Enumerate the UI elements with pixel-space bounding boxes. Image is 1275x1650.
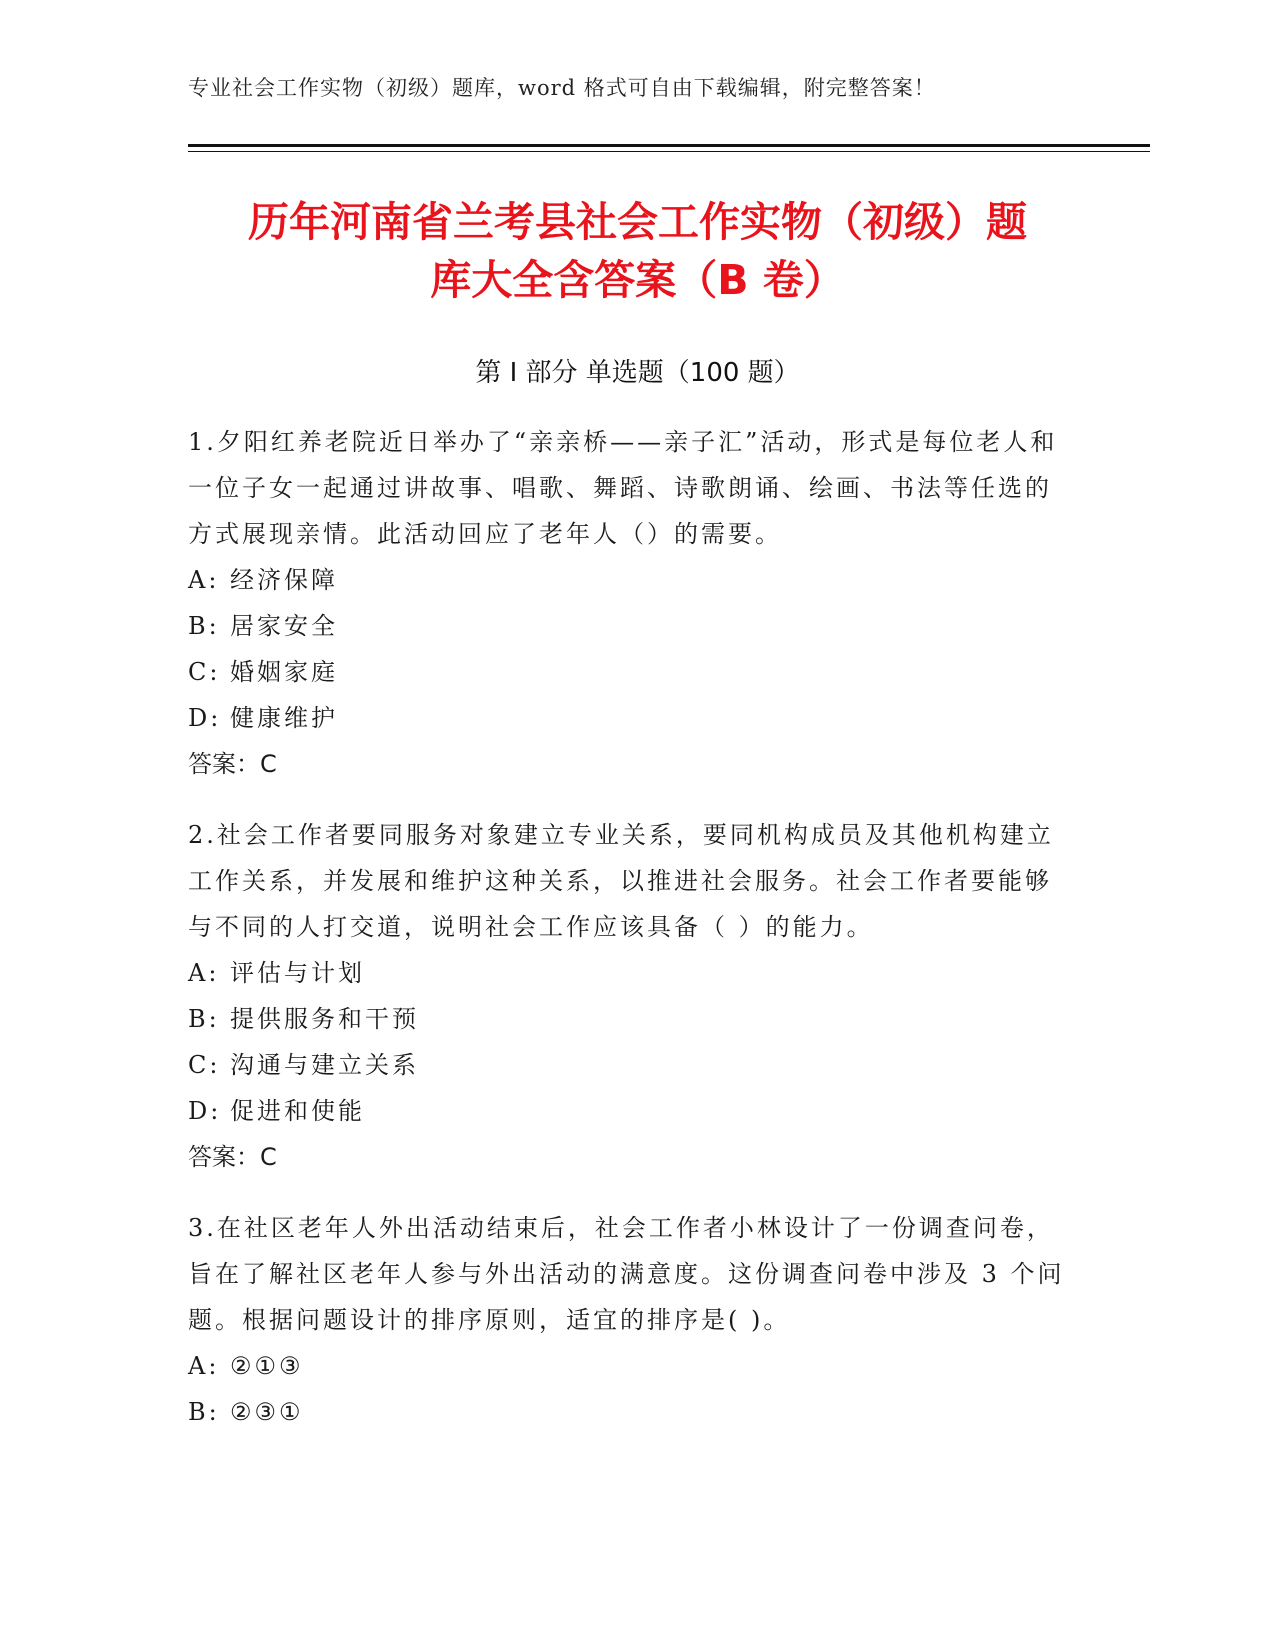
option-text: 沟通与建立关系 xyxy=(230,1051,419,1079)
option-b xyxy=(188,996,1068,1042)
question-stem: 2.社会工作者要同服务对象建立专业关系，要同机构成员及其他机构建立工作关系，并发展和维护这种关系，以推进社会服务。社会工作者要能够与不同的人打交道，说明社会工作应该具备（ ）的能力。 xyxy=(188,821,1054,941)
option-c xyxy=(188,649,1068,695)
option-b xyxy=(188,1389,1068,1435)
answer: 答案：C xyxy=(188,750,277,778)
header-rule-thick xyxy=(188,144,1150,147)
question-3 xyxy=(188,1205,1068,1435)
answer: 答案：C xyxy=(188,1143,277,1171)
option-text: 婚姻家庭 xyxy=(230,658,338,686)
question-2 xyxy=(188,812,1068,1180)
option-key: A: xyxy=(188,566,220,594)
section-title: 第 I 部分 单选题（100 题） xyxy=(475,358,800,388)
option-text: 健康维护 xyxy=(230,704,338,732)
question-stem: 1.夕阳红养老院近日举办了“亲亲桥——亲子汇”活动，形式是每位老人和一位子女一起通过讲故事、唱歌、舞蹈、诗歌朗诵、绘画、书法等任选的方式展现亲情。此活动回应了老年人（）的需要。 xyxy=(188,428,1058,548)
option-key: B: xyxy=(188,1005,220,1033)
option-key: C: xyxy=(188,658,221,686)
option-d xyxy=(188,695,1068,741)
question-1 xyxy=(188,419,1068,787)
option-text: 经济保障 xyxy=(230,566,338,594)
option-a xyxy=(188,950,1068,996)
option-text: ②③① xyxy=(230,1398,304,1426)
document-title xyxy=(140,193,1135,309)
option-text: 提供服务和干预 xyxy=(230,1005,419,1033)
option-key: A: xyxy=(188,1352,220,1380)
page-header: 专业社会工作实物（初级）题库，word 格式可自由下载编辑，附完整答案！ xyxy=(188,76,936,100)
question-stem: 3.在社区老年人外出活动结束后，社会工作者小林设计了一份调查问卷，旨在了解社区老年人参与外出活动的满意度。这份调查问卷中涉及 3 个问题。根据问题设计的排序原则，适宜的排序是( )。 xyxy=(188,1214,1065,1334)
option-b xyxy=(188,603,1068,649)
option-key: A: xyxy=(188,959,220,987)
option-a xyxy=(188,1343,1068,1389)
option-key: D: xyxy=(188,1097,222,1125)
option-key: C: xyxy=(188,1051,221,1079)
option-text: ②①③ xyxy=(230,1352,304,1380)
option-text: 促进和使能 xyxy=(230,1097,365,1125)
option-c xyxy=(188,1042,1068,1088)
document-title-line-1: 历年河南省兰考县社会工作实物（初级）题 xyxy=(248,198,1027,246)
option-d xyxy=(188,1088,1068,1134)
option-a xyxy=(188,557,1068,603)
document-title-line-2: 库大全含答案（B 卷） xyxy=(430,256,845,304)
option-text: 居家安全 xyxy=(230,612,338,640)
option-text: 评估与计划 xyxy=(230,959,365,987)
header-rule-thin xyxy=(188,151,1150,152)
option-key: D: xyxy=(188,704,222,732)
option-key: B: xyxy=(188,1398,220,1426)
option-key: B: xyxy=(188,612,220,640)
